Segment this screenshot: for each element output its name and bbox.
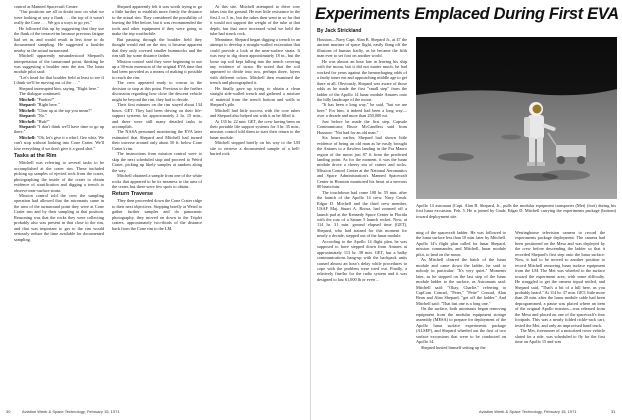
left-column-2 <box>112 4 202 400</box>
paragraph: Mitchell obtained a sample from one of the white rocks that appeared to be its nearness to the area of the crater, but there were few spots to obtain. <box>112 173 202 189</box>
subheading-tasks-at-rim: Tasks at the Rim <box>14 153 57 160</box>
right-column-2 <box>416 230 506 400</box>
footer-publication-right: Aviation Week & Space Technology, February 15, 1971 <box>479 409 577 414</box>
right-page <box>311 0 622 420</box>
left-column-1 <box>14 4 104 400</box>
paragraph: Shepard interrupted him, saying, "Right here." <box>19 85 99 91</box>
paragraph: Mitchell had little success with the core tubes and Shepard also helped out with it as he filled it. <box>210 107 300 119</box>
paragraph: Six hours earlier, Shepard had shown little evidence of being an old man as he easily brought the Antares to a flawless landing in the Fra Mauro region of the moon just 87 ft from the predicted landing point. As for the moment, it was the lunar module drove a cheery sea of craters and rocks. Mission Control Center at the National Aeronautics and Space Administration's Manned Spacecraft Center in Houston monitored his heart at a nervous 80 beats/min. <box>317 135 407 190</box>
paragraph: The Met, forerunner of a motorized rover vehicle slated for a ride, was scheduled to fly for the first time on Apollo 15 and was <box>515 328 605 345</box>
paragraph: On the surface, both astronauts began removing equipment from the modular equipment storage assembly (MESA) to prepare for deployment of the Apollo lunar surface experiments package (ALSEP), and Shepard wheeled out the first of two surface excursions that were to be conducted on Apollo 14. <box>416 306 506 345</box>
paragraph: control at Manned Spacecraft Center: <box>14 4 79 9</box>
paragraph: Meantime, Shepard began digging a trench in an attempt to develop a straight-walled excavation that could provide a look at the near-surface strata. It was easy to dig down approximately 18 in., but the loose top soil kept falling into the trench covering any evidence of strata. He noted that the soil appeared to divide into two, perhaps three, layers with different colors. Mitchell then examined the trench and photographed it. <box>210 36 300 86</box>
paragraph: He was almost an hour late in leaving his ship with the moon, but it did not matter much; he had worked for years against the hemorrhaging odds of a faulty inner ear and approaching middle age to get there at all. Obviously, Shepard was aware of those odds as he made the first "small step" from the ladder of the Apollo 14 lunar module Antares onto the hilly landscape of the moon. <box>317 58 407 102</box>
paragraph: At this site, Mitchell attempted to drive core tubes into the ground. He met little resistance in the first 2 or 3 in., but the tubes then went in so far that it would not support the weight of the tube at that depth, but that once increased wind we held the tube had struck rock. <box>210 4 300 37</box>
paragraph: Shepard apparently felt it was worth trying to go a little further to establish more firmly the distance to the actual rim. They considered the possibility of leaving the Met before, but it was recommended the tools and other equipment if they were going to make the trip worthwhile. <box>112 4 202 37</box>
right-column-1 <box>317 37 407 400</box>
lunar-surface-photo <box>416 37 617 199</box>
paragraph: Westinghouse television camera to record the experiments package deployment. The camera had been positioned on the Mesa and was deployed by the crew before descending the ladder so that it recorded Shepard's first step onto the lunar surface. Now, it had to be moved to another position to record Mitchell removing lunar surface equipment from the LM. The Met was wheeled to the surface toward the experiment area, with some difficulty. He struggled to get the camera tripod settled, and Shepard said, "That's a bit of a hill here, as you probably heard." At 114 hr. 37 min. GET, little more than 20 min. after the lunar module cable had been deprogrammed, a pause was placed where an item of the original Apollo mission—was released from the Mesa and placed on one of the spacecraft's four footpads. This was a nearly folded rickle-rack cart, tested the Met, and only an improvised hand truck. <box>515 230 605 328</box>
paragraph: Houston—Navy Capt. Alan B. Shepard Jr., at 47 the ancient mariner of space flight, easily flung off the illusions of human frailty, as he became the fifth man ever to set foot on another world. <box>317 37 407 59</box>
paragraph: The crew appeared ready to concur in the decision to stop at this point. Previous to the further discussion regarding how close the descent vehicle might be beyond the rim, they had to decide. <box>112 80 202 102</box>
paragraph: The instructions from mission control were to skip the next scheduled stop and proceed to Weird Crater, picking up likely samples at random along the way. <box>112 151 202 173</box>
dialogue-line: Shepard: "No." <box>19 113 47 119</box>
footer-publication-left: Aviation Week & Space Technology, February 15, 1971 <box>22 409 120 414</box>
dialogue-line: Shepard: "Right here." <box>19 102 60 108</box>
dialogue-block <box>14 97 104 152</box>
paragraph: Mitchell stopped briefly on his way to the LM site to retrieve a documented sample of a bell-buried rock <box>210 140 300 157</box>
subheading-return-traverse: Return Traverse <box>112 191 154 198</box>
paragraph: ning of the spacecraft ladder. He was followed to the lunar surface less than 10 min. later by Mitchell. Apollo 14's flight plan called for lunar Shepard, mission commander, and Mitchell, lunar module pilot, to land on the moon. <box>416 230 506 257</box>
paragraph: Shepard busied himself setting up the <box>421 344 486 350</box>
page-number-left: 30 <box>6 409 11 414</box>
byline: By Jack Strickland <box>317 28 362 34</box>
page-number-right: 31 <box>611 409 616 414</box>
photo-illustration <box>416 37 617 199</box>
article-headline: Experiments Emplaced During First EVA <box>315 5 619 23</box>
paragraph: They then proceeded down the Cone Crater ridge to their next objectives. Stopping briefly at Weird to gather further samples and do panoramic photography, they moved on down to the Triplet craters, approximately two-thirds of the distance back from the Cone rim to the LM. <box>112 198 202 231</box>
left-column-3 <box>210 4 300 400</box>
paragraph: The dialogue continued: <box>19 91 61 97</box>
dialogue-line: Mitchell: "Huh?" <box>19 118 50 124</box>
paragraph: As Mitchell cleared the hatch of the lunar module and came down the ladder, he said to nobody in particular: "It's very quiet." Moments later, as he stepped on the last step of the lunar module ladder to the surface, as Astronauts said: Mitchell said: "Okay, Charlie," referring to CapCom Conrad, "Peter," "Petie" Conrad, Alan Bean and Alan Shepard, "get off the ladder." And Mitchell said: "That last one is a long one." <box>416 257 506 306</box>
dialogue-line: Mitchell: "Oh, let's give it a whirl. Gee whiz. We can't stop without looking into Cone Crater. We'll lose everything if we don't give it a good shot." <box>14 134 104 151</box>
right-column-3 <box>515 230 605 400</box>
dialogue-line: Shepard: "I don't think we'll have time to go up there." <box>14 123 104 135</box>
paragraph: The NASA personnel monitoring the EVA later estimated that Shepard and Mitchell had turned their traverse around only about 50 ft. below Cone Crater's rim. <box>112 129 202 151</box>
paragraph: "Our positions are all in doubt now on what we were looking at way a flank . . . the top of it wasn't really the Cone . . . We got a ways to go yet." <box>14 9 104 26</box>
paragraph: Mission control said they were beginning to use up a 30-min extension of the original EVA time that had been provided as a means of making it possible to reach the rim. <box>112 58 202 80</box>
paragraph: Mitchell was referring to several tasks to be accomplished at the crater rim. These included picking up samples of ejected rock from the crater, photographing the inside of the crater to obtain evidence of stratification and digging a trench to observe near-surface strata. <box>14 160 104 193</box>
paragraph: Their first minutes on the rim stayed about 134 hours. GET. They had been driving on their life-support systems for approximately 2 hr. 15 min., and there were still many detailed tasks to accomplish. <box>112 102 202 129</box>
paragraph: The touchdown had come 108 hr. 55 min. after the launch of the Apollo 14 crew. Navy Cmdr. Edgar D. Mitchell and the third crew member, USAF Maj. Stuart A. Roosa, had zoomed off a launch pad at the Kennedy Space Center in Florida with the roar of a Saturn 5 launch rocket. Now, at 114 hr. 31 min. ground elapsed time (GET), Shepard, who had trained for this moment for nearly a decade, stepped out of the lunar module. <box>317 189 407 239</box>
paragraph: He finally gave up trying to obtain a clean straight side-walled trench and gathered a mixture of material from the trench bottom and walls to Shepard's pile. <box>210 85 300 108</box>
paragraph: He followed this up by suggesting that they use the flank of the terrace/rim because previous fatigue had set in, and would result in less time to do documented sampling. He suggested a boulder nearby as the actual turnaround. <box>14 25 104 53</box>
paragraph: "Let's head for that boulder field at least to see if I think we'll be moving out of the . . ." <box>14 74 104 86</box>
paragraph: Just before he made the first step, Capsule Communicator Bruce McCandless said from Houston: "Not bad for an old man." <box>317 118 407 135</box>
paragraph: Mitchell apparently misunderstood Shepard's interpretation of the turnaround point, thinking he was suggesting a boulder near the rim. The lunar module pilot said: <box>14 53 104 75</box>
dialogue-line: Mitchell: "Clear up at the top you mean?" <box>19 107 92 113</box>
photo-caption: Apollo 14 astronaut (Capt. Alan B. Shepard, Jr., pulls the modular equipment transporter (Met) (foot) during his first lunar excursion. Feb. 5. He is joined by Cmdr. Edgar D. Mitchell carrying the experiments package (bottom) toward deployment site. <box>416 203 616 219</box>
paragraph: But pausing through the boulder field they thought would end on the rim, it became apparent that they only covered smaller hummocks and the rim still lay some distance farther. <box>112 36 202 59</box>
paragraph: "It has been a long way," he said, "but we are here." For him, it indeed had been a long way—over a decade and more than 250,000 mi. <box>317 102 407 119</box>
dialogue-line: Mitchell: "Pardon?" <box>19 96 55 102</box>
paragraph: At 135 hr. 22 min. GET, the crew having been on their portable life support systems for 3 hr. 35 min., mission control told them to start their return to the lunar module. <box>210 118 300 140</box>
paragraph: According to the Apollo 14 flight plan, he was supposed to have stepped down from Antares at approximately 113 hr. 38 min. GET, but a balky communications hang-up with the backpack units caused almost an hour's delay while procedures to cope with the problem were tried out. Finally, a relatively fine/ho for the radio system and it was designed to last 61,000 lb or even ... <box>317 238 407 282</box>
paragraph: Mission control told the crew the sampling operation had allowed that the astronauts came in the area of the turnaround point they were at Cone Crater rim and by their sampling at that position. Reasoning was that the rocks they were collecting probably also was present in that close to the rim, and that was important to get to the rim would seriously reduce the time available for documented sampling. <box>14 192 104 242</box>
